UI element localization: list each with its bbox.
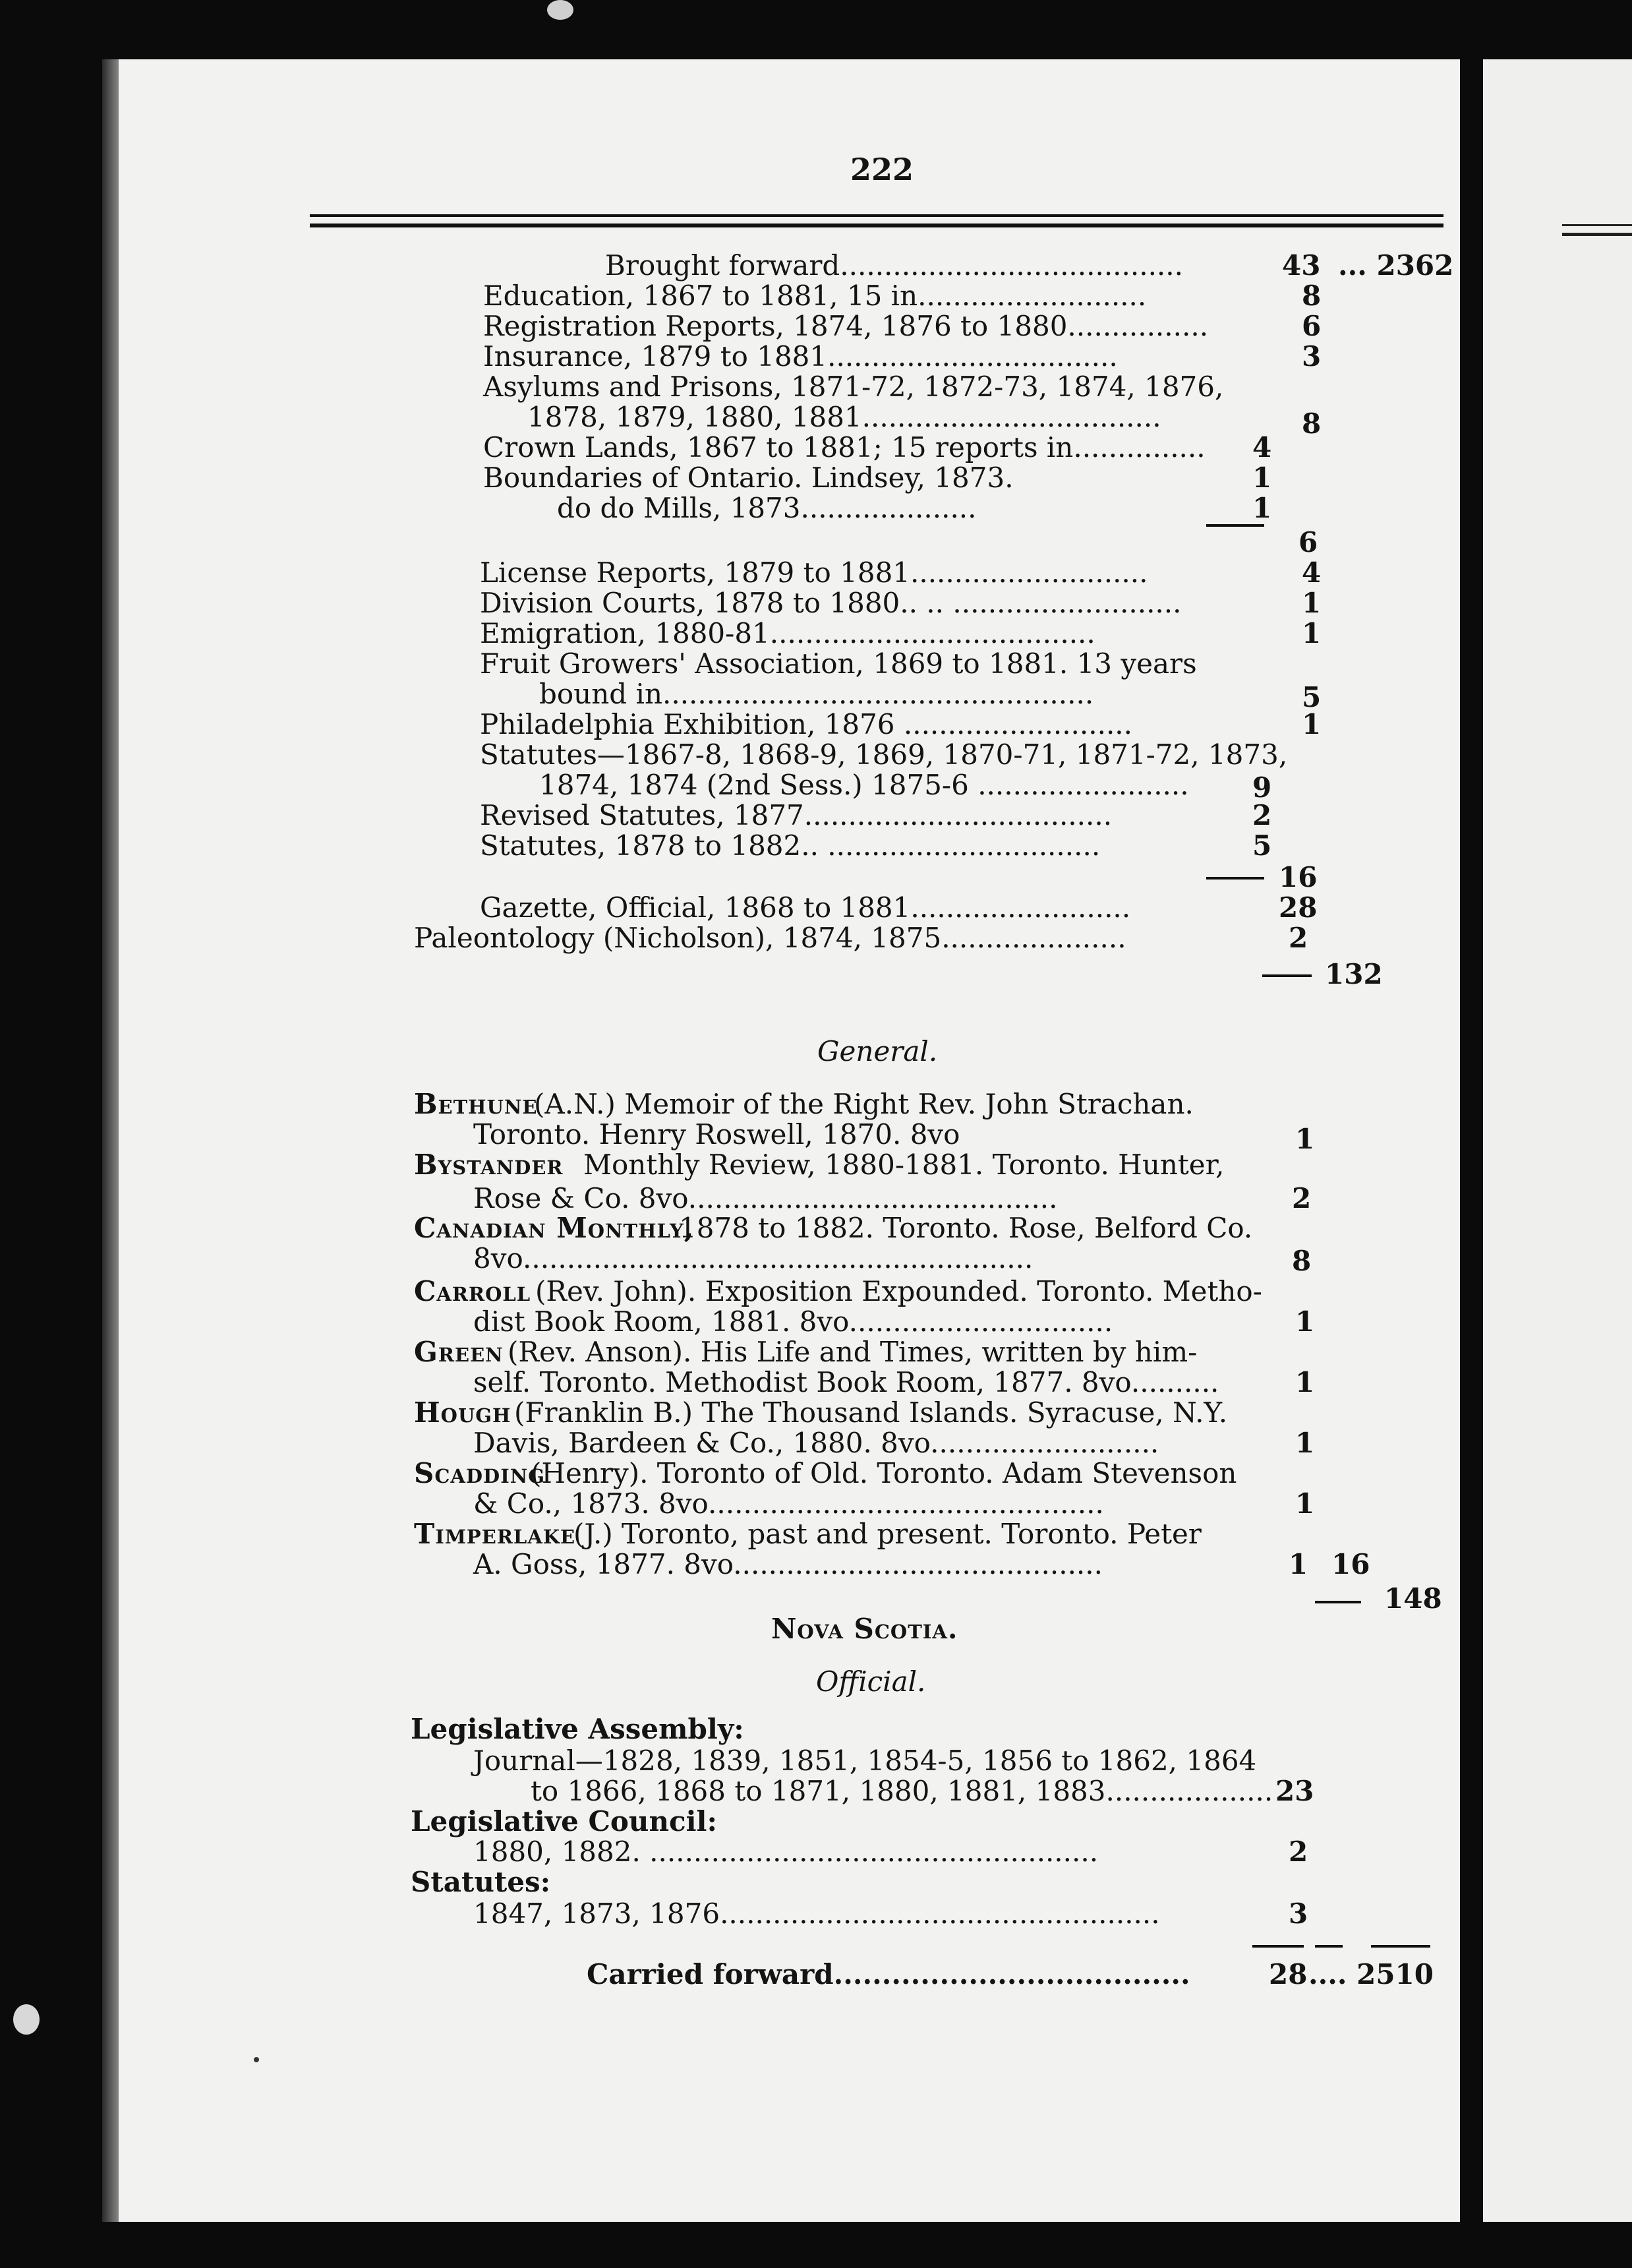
line-division-courts: Division Courts, 1878 to 1880.. .. .......................... [480,587,1182,619]
count-crown-lands: 4 [1252,431,1272,463]
count-education: 8 [1302,280,1322,312]
entry-line2-bystander: Rose & Co. 8vo.......................................... [473,1182,1058,1214]
label-legislative-assembly: Legislative Assembly: [411,1713,744,1745]
line-statutes-2: 1874, 1874 (2nd Sess.) 1875-6 ........................ [539,769,1189,801]
entry-line2-scadding: & Co., 1873. 8vo............................................. [473,1487,1104,1520]
line-paleontology: Paleontology (Nicholson), 1874, 1875..................... [414,922,1126,954]
line-journal-1: Journal—1828, 1839, 1851, 1854-5, 1856 to 1862, 1864 [473,1745,1257,1777]
count-carroll: 1 [1295,1305,1315,1338]
count-emigration: 1 [1302,617,1322,649]
line-gazette: Gazette, Official, 1868 to 1881......................... [480,891,1131,924]
total-rule [1262,974,1312,977]
count-canadian-monthly: 8 [1292,1245,1312,1277]
bottom-rule-2 [1315,1945,1343,1948]
subtotal-rule [1206,524,1264,527]
entry-line2-carroll: dist Book Room, 1881. 8vo.............................. [473,1305,1113,1338]
count-division-courts: 1 [1302,587,1322,619]
entry-name-scadding: Scadding [414,1457,546,1489]
line-statutes-1878: Statutes, 1878 to 1882.. ............................... [480,829,1101,862]
count-asylums: 8 [1302,407,1322,440]
entry-line2-hough: Davis, Bardeen & Co., 1880. 8vo.......................... [473,1427,1159,1459]
entry-line1-timperlake: (J.) Toronto, past and present. Toronto. Peter [573,1518,1202,1550]
page-gutter [1460,59,1483,2222]
line-brought-forward: Brought forward....................................... [605,249,1183,282]
line-insurance: Insurance, 1879 to 1881................................. [483,340,1118,373]
line-boundaries-mills: do do Mills, 1873.................... [557,492,977,524]
count-council: 2 [1289,1835,1308,1868]
line-emigration: Emigration, 1880-81..................................... [480,617,1095,649]
line-philadelphia: Philadelphia Exhibition, 1876 .......................... [480,708,1132,740]
entry-line1-canadian-monthly: 1878 to 1882. Toronto. Rose, Belford Co. [679,1212,1253,1244]
line-carried-forward: Carried forward..................................... [587,1958,1190,1990]
count-journal: 23 [1275,1775,1314,1807]
general-total-rule [1315,1601,1361,1603]
entry-name-carroll: Carroll [414,1275,531,1307]
entry-name-bystander: Bystander [414,1149,564,1181]
label-legislative-council: Legislative Council: [411,1805,717,1837]
count-boundaries-lindsey: 1 [1252,462,1272,494]
count-statutes: 9 [1252,771,1272,804]
count-green: 1 [1295,1366,1315,1398]
count-brought-forward: 43 [1282,249,1321,282]
line-asylums-2: 1878, 1879, 1880, 1881.................................. [527,401,1161,433]
count-revised-statutes: 2 [1252,799,1272,831]
count-timperlake: 1 [1289,1548,1308,1580]
line-fruit-growers-1: Fruit Growers' Association, 1869 to 1881. 13 years [480,647,1197,680]
total-carried-forward: .... 2510 [1308,1958,1434,1990]
section-nova-scotia-heading: Nova Scotia. [771,1613,958,1645]
subtotal-rule-2 [1206,877,1264,880]
entry-line2-bethune: Toronto. Henry Roswell, 1870. 8vo [473,1118,960,1150]
page-number: 222 [850,152,914,187]
count-gazette: 28 [1279,891,1318,924]
bottom-rule-1 [1252,1945,1304,1948]
entry-line1-bethune: (A.N.) Memoir of the Right Rev. John Strachan. [534,1088,1194,1120]
count-hough: 1 [1295,1427,1315,1459]
subtotal-statutes: 16 [1279,861,1318,893]
count-license: 4 [1302,556,1322,589]
total-brought-forward: ... 2362 [1338,249,1454,282]
adjacent-page [1483,59,1632,2222]
total-general: 148 [1384,1582,1442,1615]
entry-line2-green: self. Toronto. Methodist Book Room, 1877. 8vo.......... [473,1366,1219,1398]
count-bystander: 2 [1292,1182,1312,1214]
line-license: License Reports, 1879 to 1881........................... [480,556,1148,589]
line-ns-statutes: 1847, 1873, 1876.................................................. [473,1897,1160,1930]
entry-line1-bystander: Monthly Review, 1880-1881. Toronto. Hunter, [583,1149,1225,1181]
header-rule [310,214,1443,227]
line-boundaries: Boundaries of Ontario. Lindsey, 1873. [483,462,1014,494]
entry-line1-green: (Rev. Anson). His Life and Times, written by him- [508,1336,1198,1368]
subtotal-boundaries: 6 [1298,526,1318,558]
subtotal-general: 16 [1331,1548,1370,1580]
count-ns-statutes: 3 [1289,1897,1308,1930]
count-philadelphia: 1 [1302,708,1322,740]
count-boundaries-mills: 1 [1252,492,1272,524]
line-journal-2: to 1866, 1868 to 1871, 1880, 1881, 1883................... [531,1775,1273,1807]
count-bethune: 1 [1295,1123,1315,1155]
line-council: 1880, 1882. ................................................... [473,1835,1099,1868]
entry-name-green: Green [414,1336,504,1368]
entry-name-timperlake: Timperlake [414,1518,576,1550]
section-official-heading: Official. [816,1665,926,1698]
count-statutes-1878: 5 [1252,829,1272,862]
line-registration: Registration Reports, 1874, 1876 to 1880................ [483,310,1209,342]
bottom-rule-3 [1371,1945,1430,1948]
entry-line2-canadian-monthly: 8vo.......................................................... [473,1242,1034,1274]
line-statutes-1: Statutes—1867-8, 1868-9, 1869, 1870-71, 1871-72, 1873, [480,738,1288,771]
line-fruit-growers-2: bound in................................................. [539,678,1094,710]
line-revised-statutes: Revised Statutes, 1877................................... [480,799,1113,831]
entry-line1-carroll: (Rev. John). Exposition Expounded. Toronto. Metho- [535,1275,1262,1307]
count-registration: 6 [1302,310,1322,342]
count-paleontology: 2 [1289,922,1308,954]
label-statutes: Statutes: [411,1866,551,1898]
total-official: 132 [1325,958,1383,990]
line-asylums-1: Asylums and Prisons, 1871-72, 1872-73, 1874, 1876, [483,371,1224,403]
entry-line1-hough: (Franklin B.) The Thousand Islands. Syracuse, N.Y. [514,1396,1228,1429]
entry-line2-timperlake: A. Goss, 1877. 8vo.......................................... [473,1548,1103,1580]
count-scadding: 1 [1295,1487,1315,1520]
entry-name-bethune: Bethune [414,1088,538,1120]
section-general-heading: General. [817,1035,938,1067]
line-education: Education, 1867 to 1881, 15 in.......................... [483,280,1147,312]
entry-name-canadian-monthly: Canadian Monthly, [414,1212,695,1244]
entry-name-hough: Hough [414,1396,511,1429]
entry-line1-scadding: (Henry). Toronto of Old. Toronto. Adam Stevenson [531,1457,1237,1489]
count-fruit-growers: 5 [1302,681,1322,713]
line-crown-lands: Crown Lands, 1867 to 1881; 15 reports in............... [483,431,1206,463]
count-carried-forward: 28 [1269,1958,1308,1990]
count-insurance: 3 [1302,340,1322,373]
